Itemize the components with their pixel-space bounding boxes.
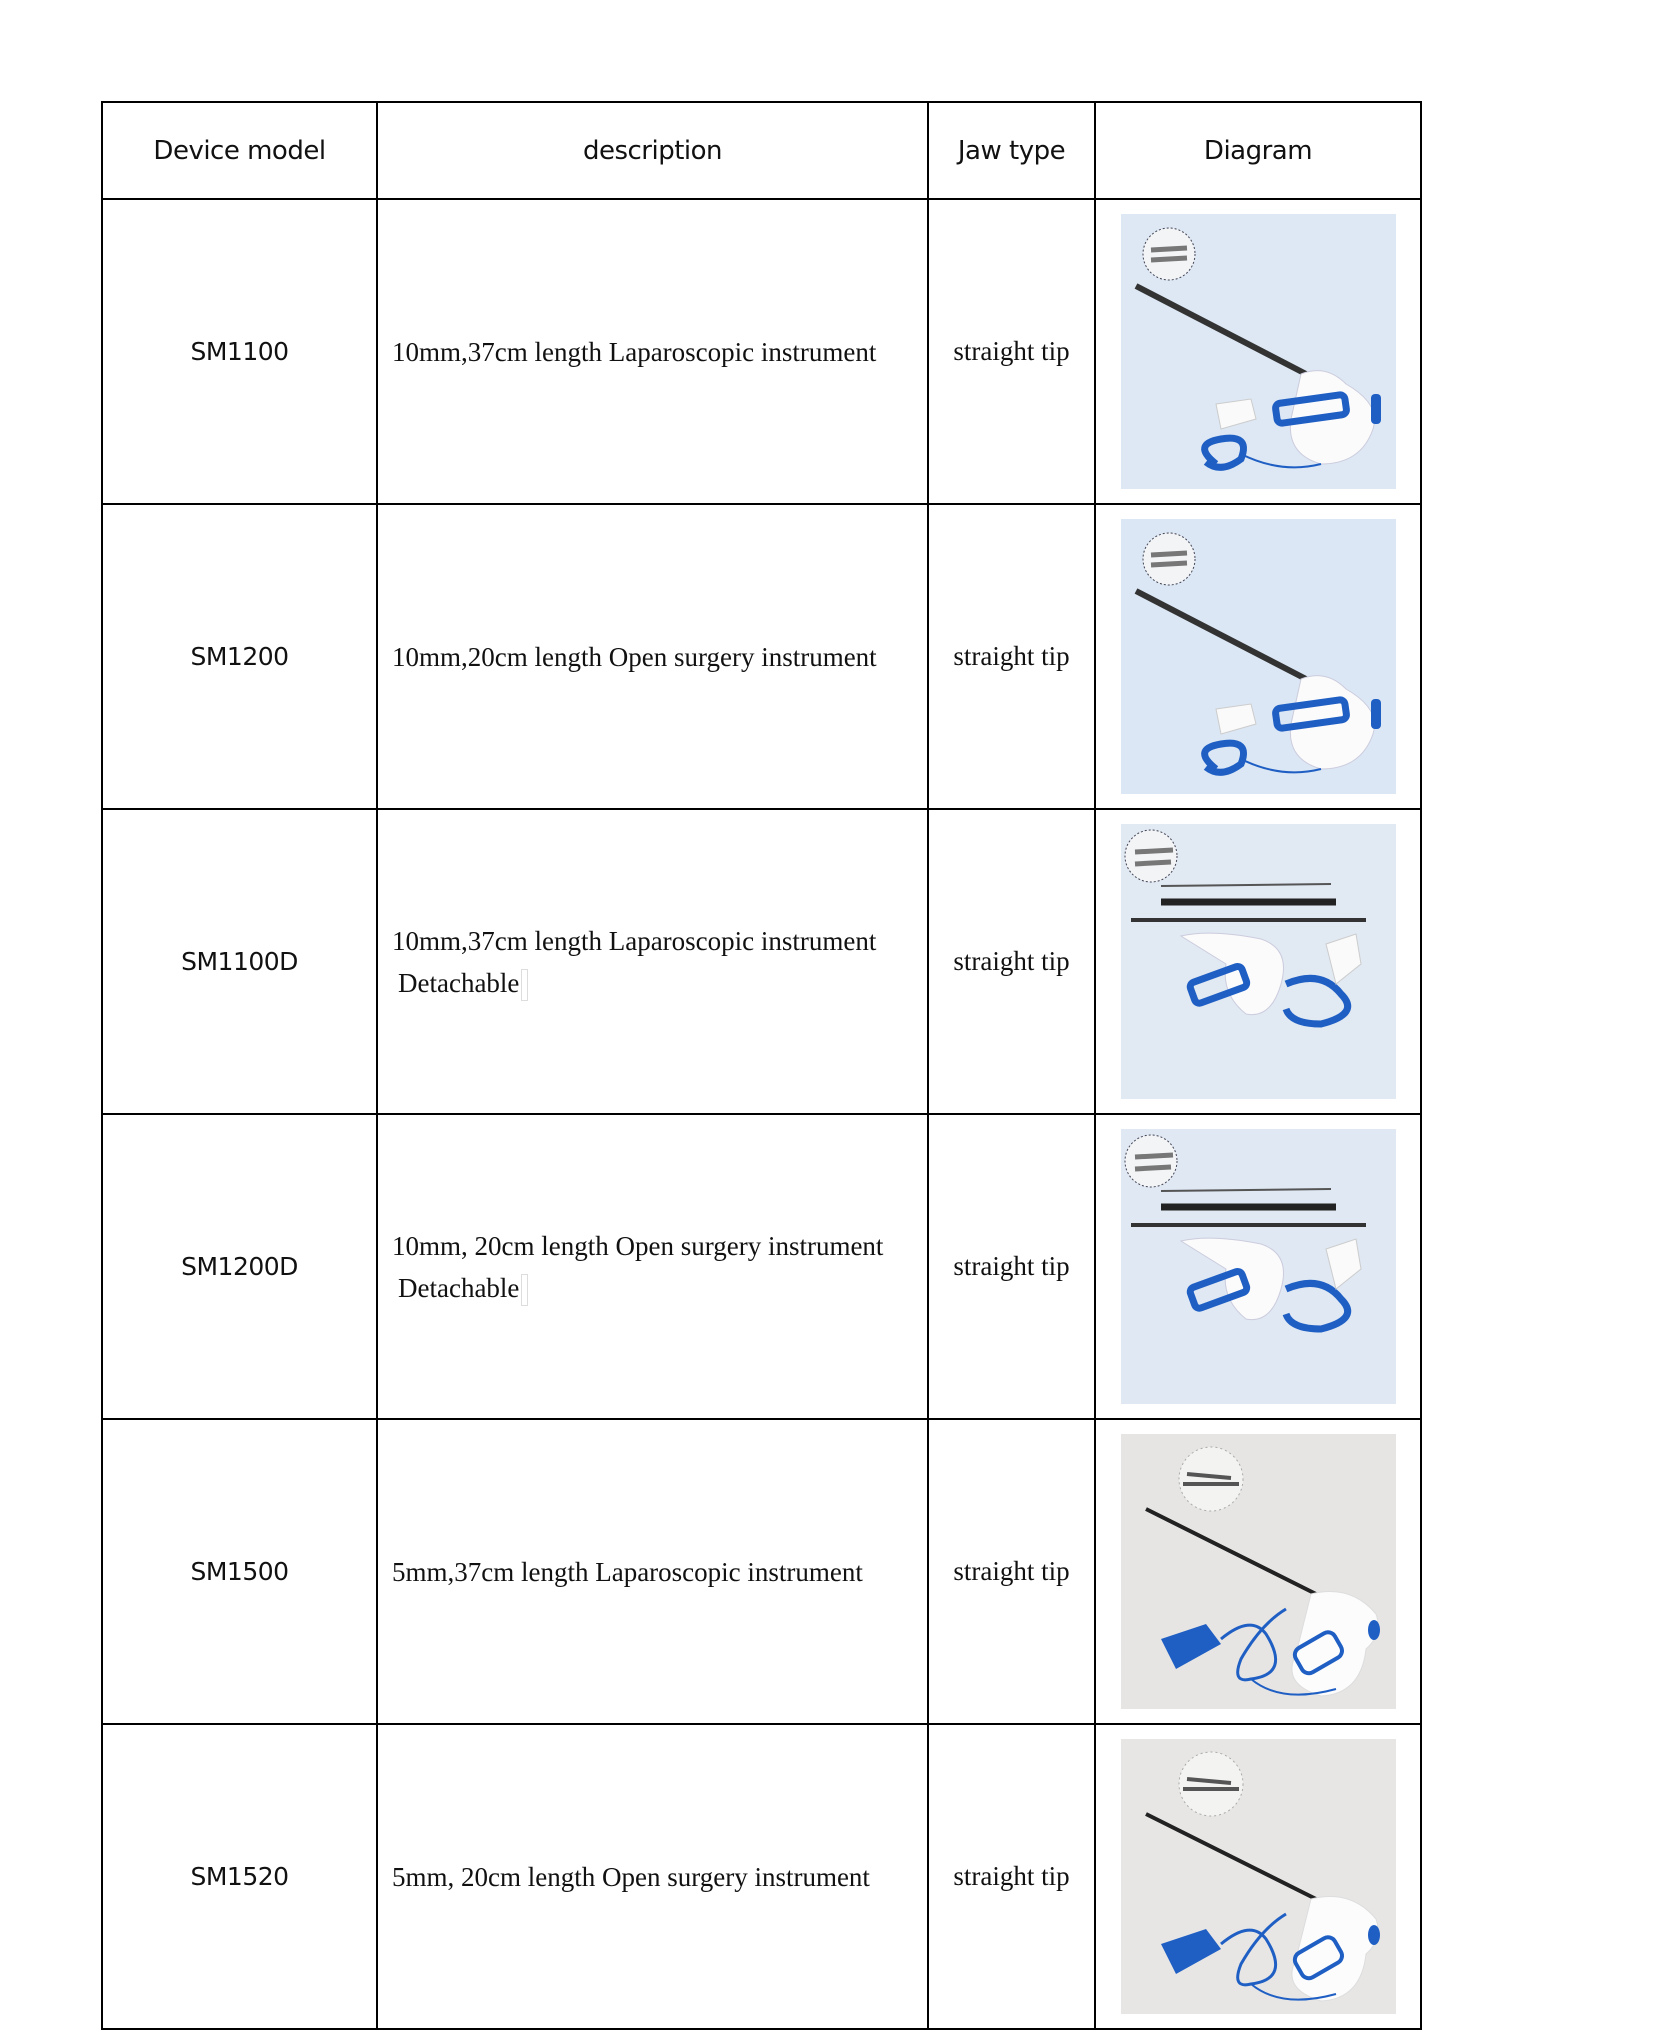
table-row	[102, 1419, 1421, 1724]
description-cell	[377, 1419, 928, 1724]
diagram-cell	[1095, 1724, 1421, 2029]
description-cell	[377, 809, 928, 1114]
header-diagram: Diagram	[1095, 102, 1421, 199]
jaw-type-cell: straight tip	[928, 1419, 1095, 1724]
jaw-type-cell: straight tip	[928, 199, 1095, 504]
device-table	[101, 101, 1422, 2030]
device-model-cell: SM1200D	[102, 1114, 377, 1419]
description-detachable: Detachable	[398, 1272, 520, 1303]
device-model-cell: SM1100	[102, 199, 377, 504]
detachable-laparoscopic-instrument-photo-icon	[1121, 824, 1396, 1099]
header-device-model: Device model	[102, 102, 377, 199]
description-detachable: Detachable	[398, 967, 520, 998]
diagram-cell	[1095, 504, 1421, 809]
jaw-type-cell: straight tip	[928, 809, 1095, 1114]
description-cell	[377, 1114, 928, 1419]
description-cell	[377, 1724, 928, 2029]
description-text: 10mm,20cm length Open surgery instrument	[392, 641, 877, 672]
jaw-type-cell: straight tip	[928, 1114, 1095, 1419]
open-surgery-instrument-photo-icon	[1121, 519, 1396, 794]
jaw-type-cell: straight tip	[928, 1724, 1095, 2029]
laparoscopic-instrument-photo-icon	[1121, 214, 1396, 489]
diagram-cell	[1095, 199, 1421, 504]
description-text: 10mm,37cm length Laparoscopic instrument	[392, 925, 877, 956]
5mm-open-surgery-instrument-photo-icon	[1121, 1739, 1396, 2014]
header-description: description	[377, 102, 928, 199]
text-cursor-mark	[521, 969, 528, 1001]
device-model-cell: SM1520	[102, 1724, 377, 2029]
description-cell	[377, 199, 928, 504]
text-cursor-mark	[521, 1274, 528, 1306]
table-row	[102, 199, 1421, 504]
table-row	[102, 809, 1421, 1114]
diagram-cell	[1095, 1419, 1421, 1724]
device-model-cell: SM1100D	[102, 809, 377, 1114]
5mm-laparoscopic-instrument-photo-icon	[1121, 1434, 1396, 1709]
header-jaw-type: Jaw type	[928, 102, 1095, 199]
table-row	[102, 1114, 1421, 1419]
description-text: 5mm,37cm length Laparoscopic instrument	[392, 1556, 863, 1587]
jaw-type-cell: straight tip	[928, 504, 1095, 809]
header-row	[102, 102, 1421, 199]
description-text: 5mm, 20cm length Open surgery instrument	[392, 1861, 870, 1892]
description-text: 10mm,37cm length Laparoscopic instrument	[392, 336, 877, 367]
detachable-open-surgery-instrument-photo-icon	[1121, 1129, 1396, 1404]
description-text: 10mm, 20cm length Open surgery instrument	[392, 1230, 884, 1261]
table-row	[102, 504, 1421, 809]
diagram-cell	[1095, 1114, 1421, 1419]
diagram-cell	[1095, 809, 1421, 1114]
device-model-cell: SM1500	[102, 1419, 377, 1724]
table-row	[102, 1724, 1421, 2029]
device-model-cell: SM1200	[102, 504, 377, 809]
description-cell	[377, 504, 928, 809]
